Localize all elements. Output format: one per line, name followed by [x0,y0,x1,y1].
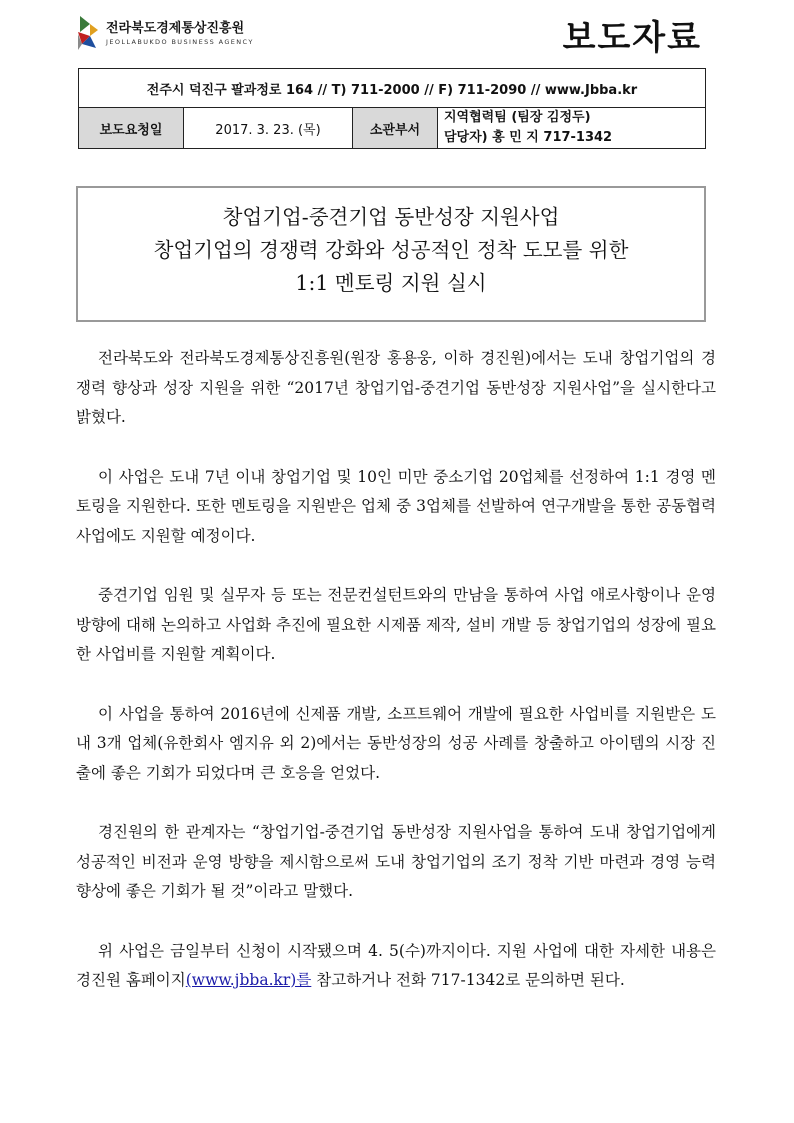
paragraph-6-text-end: 참고하거나 전화 717-1342로 문의하면 된다. [311,971,625,989]
request-date: 2017. 3. 23. (목) [184,108,353,149]
request-date-label: 보도요청일 [79,108,184,149]
paragraph-6 [76,937,716,996]
paragraph-5: 경진원의 한 관계자는 “창업기업-중견기업 동반성장 지원사업을 통하여 도내 창업기업에게 성공적인 비전과 운영 방향을 제시함으로써 도내 창업기업의 조기 정착 기반 마련과 경영 능력 향상에 좋은 기회가 될 것”이라고 말했다. [76,823,716,900]
agency-name: 전라북도경제통상진흥원 [106,21,245,36]
headline-box [76,186,706,322]
department-label: 소관부서 [353,108,438,149]
homepage-link[interactable]: (www.jbba.kr)를 [185,971,312,989]
department-team: 지역협력팀 (팀장 김정두) [444,110,591,125]
paragraph-1: 전라북도와 전라북도경제통상진흥원(원장 홍용웅, 이하 경진원)에서는 도내 창업기업의 경쟁력 향상과 성장 지원을 위한 “2017년 창업기업-중견기업 동반성장 지원사업”을 실시한다고 밝혔다. [76,349,716,426]
department-contact: 담당자) 홍 민 지 717-1342 [444,130,613,145]
paragraph-3: 중견기업 임원 및 실무자 등 또는 전문컨설턴트와의 만남을 통하여 사업 애로사항이나 운영 방향에 대해 논의하고 사업화 추진에 필요한 시제품 제작, 설비 개발 등 창업기업의 성장에 필요한 사업비를 지원할 계획이다. [76,586,716,663]
headline-line-1: 창업기업-중견기업 동반성장 지원사업 [222,205,560,229]
agency-english-name: JEOLLABUKDO BUSINESS AGENCY [106,38,254,46]
agency-logo [76,14,254,54]
department-info [438,108,706,149]
headline-line-2: 창업기업의 경쟁력 강화와 성공적인 정착 도모를 위한 [153,238,629,262]
article-body [76,344,716,1026]
info-table [78,68,706,149]
paragraph-6-text-start: 위 사업은 금일부터 신청이 시작됐으며 4. 5(수)까지이다. 지원 사업에 대한 자세한 내용은 경진원 홈페이지 [76,941,716,989]
paragraph-2: 이 사업은 도내 7년 이내 창업기업 및 10인 미만 중소기업 20업체를 선정하여 1:1 경영 멘토링을 지원한다. 또한 멘토링을 지원받은 업체 중 3업체를 선발하여 연구개발을 통한 공동협력사업에도 지원할 예정이다. [76,467,716,545]
agency-logo-icon [76,14,100,54]
contact-address: 전주시 덕진구 팔과정로 164 // T) 711-2000 // F) 711-2090 // www.Jbba.kr [79,69,706,108]
headline-line-3: 1:1 멘토링 지원 실시 [295,271,487,295]
paragraph-4: 이 사업을 통하여 2016년에 신제품 개발, 소프트웨어 개발에 필요한 사업비를 지원받은 도내 3개 업체(유한회사 엠지유 외 2)에서는 동반성장의 성공 사례를 창출하고 아이템의 시장 진출에 좋은 기회가 되었다며 큰 호응을 얻었다. [76,704,716,782]
press-release-title: 보도자료 [562,18,702,58]
